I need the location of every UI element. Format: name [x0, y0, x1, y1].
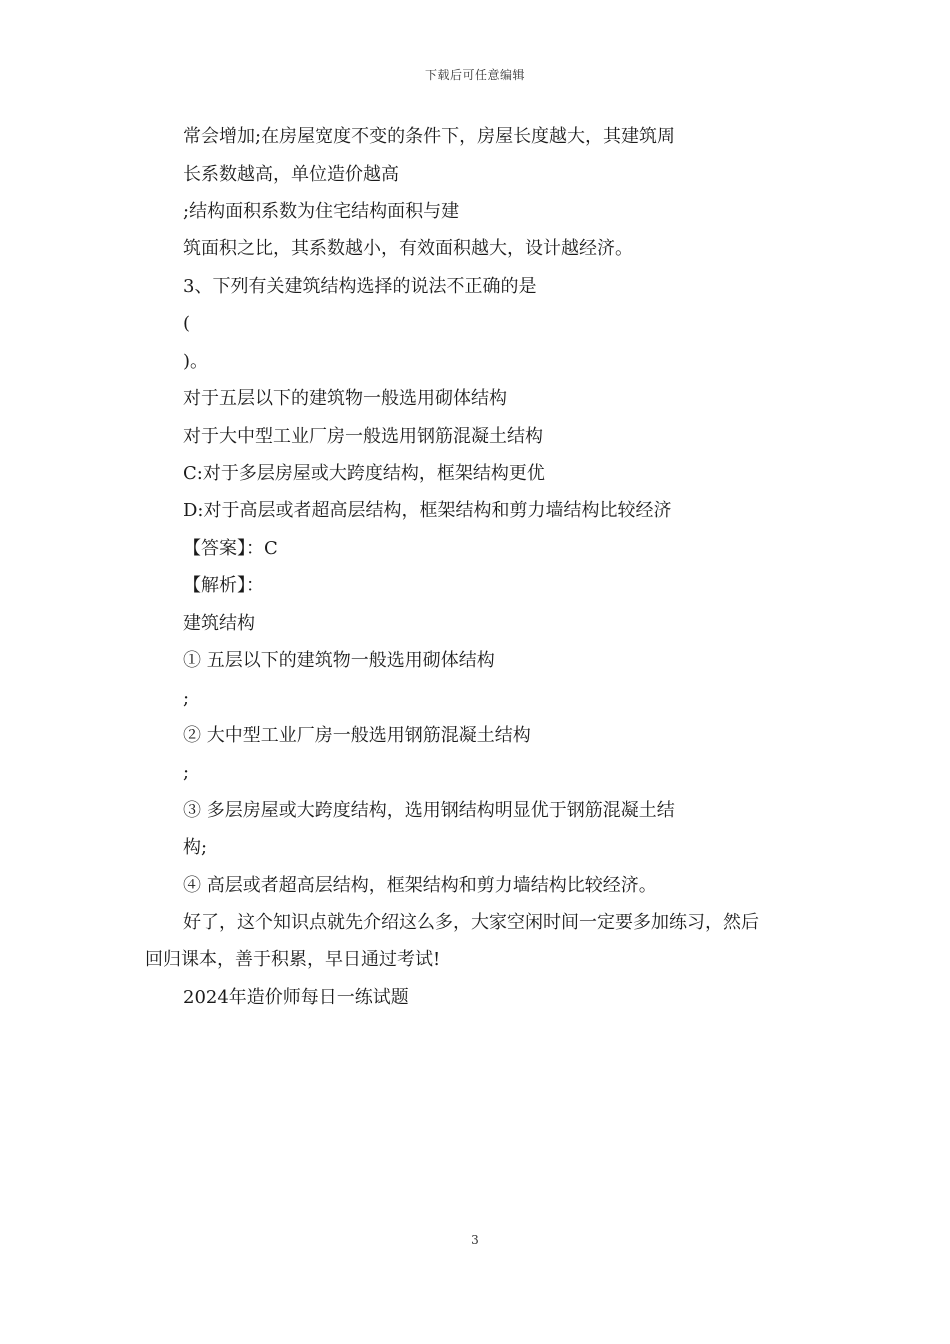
text-line: 筑面积之比，其系数越小，有效面积越大，设计越经济。 — [183, 238, 633, 259]
page-header: 下载后可任意编辑 — [424, 68, 525, 82]
paragraph-line: 好了，这个知识点就先介绍这么多，大家空闲时间一定要多加练习，然后 — [183, 912, 759, 933]
answer-line: 【答案】：C — [183, 538, 278, 559]
text-line: ;结构面积系数为住宅结构面积与建 — [183, 201, 460, 222]
text-line: )。 — [183, 351, 209, 372]
paragraph-line: 回归课本，善于积累，早日通过考试! — [145, 949, 441, 970]
list-item: ④ 高层或者超高层结构，框架结构和剪力墙结构比较经济。 — [183, 875, 657, 896]
text-line: 建筑结构 — [183, 613, 255, 634]
option-line: 对于五层以下的建筑物一般选用砌体结构 — [183, 388, 507, 409]
option-line: D:对于高层或者超高层结构，框架结构和剪力墙结构比较经济 — [183, 500, 672, 521]
option-line: C:对于多层房屋或大跨度结构，框架结构更优 — [183, 463, 545, 484]
list-item: ① 五层以下的建筑物一般选用砌体结构 — [183, 650, 495, 671]
option-line: 对于大中型工业厂房一般选用钢筋混凝土结构 — [183, 426, 543, 447]
text-line: ; — [183, 762, 190, 783]
list-item: ② 大中型工业厂房一般选用钢筋混凝土结构 — [183, 725, 531, 746]
page-number: 3 — [471, 1233, 479, 1247]
analysis-heading: 【解析】： — [183, 575, 264, 596]
text-line: 长系数越高，单位造价越高 — [183, 164, 399, 185]
question-line: 3、下列有关建筑结构选择的说法不正确的是 — [183, 276, 537, 297]
title-line: 2024年造价师每日一练试题 — [183, 987, 409, 1008]
text-line: 构; — [183, 837, 208, 858]
text-line: ( — [183, 313, 191, 334]
list-item: ③ 多层房屋或大跨度结构，选用钢结构明显优于钢筋混凝土结 — [183, 800, 675, 821]
text-line: 常会增加;在房屋宽度不变的条件下，房屋长度越大，其建筑周 — [183, 126, 676, 147]
text-line: ; — [183, 688, 190, 709]
